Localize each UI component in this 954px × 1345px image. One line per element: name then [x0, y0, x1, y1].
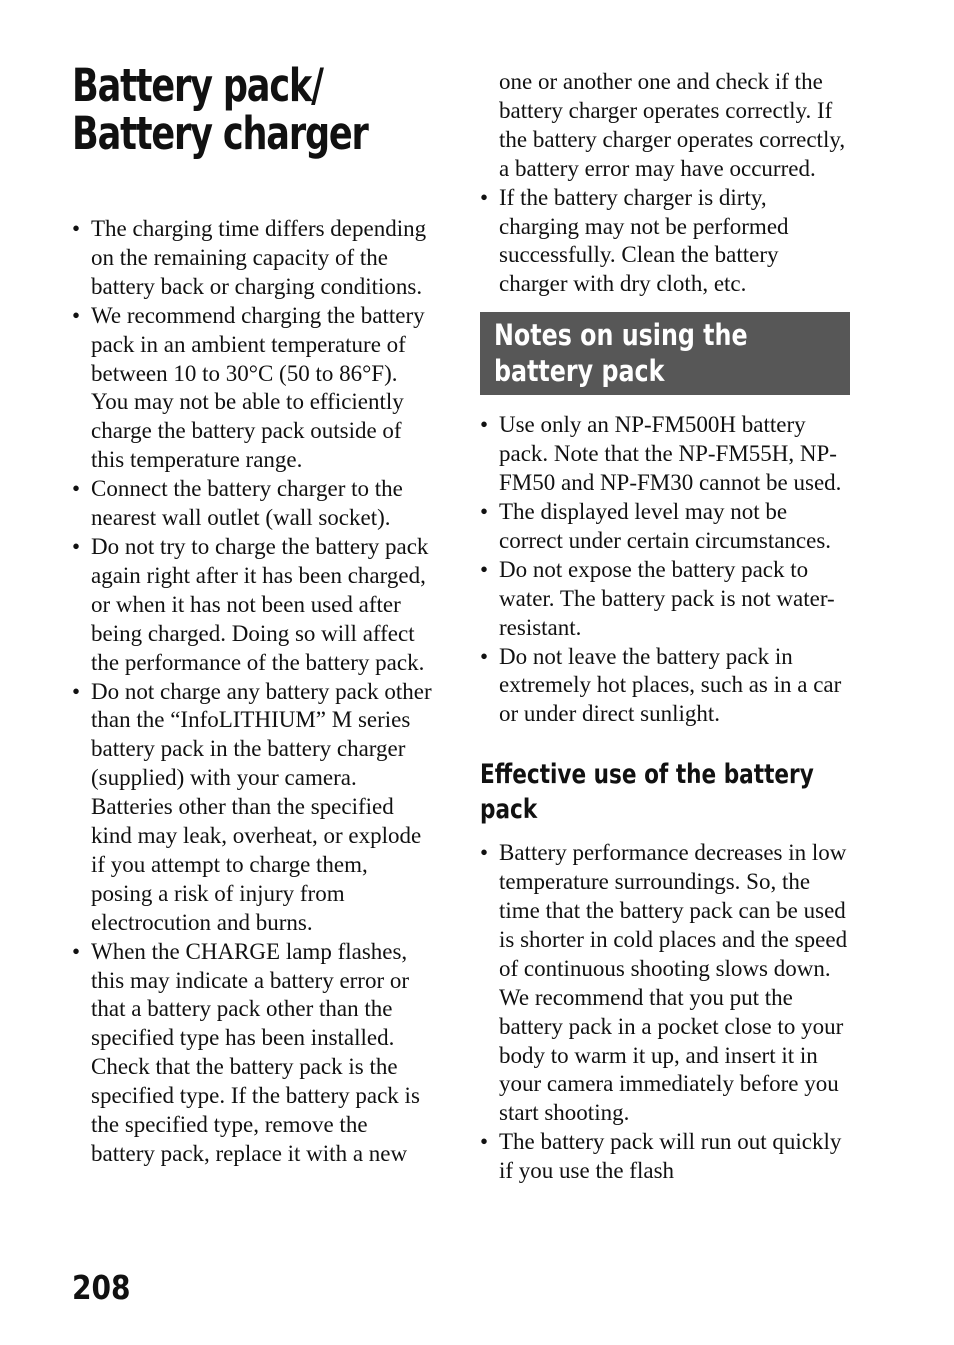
charger-bullet-list	[72, 215, 434, 1169]
page-number: 208	[72, 1268, 131, 1307]
subheading-effective-use	[480, 757, 814, 827]
list-item: • When the CHARGE lamp flashes, this may indicate a battery error or that a battery pack other than the specified type has been installed. Check that the battery pack is the specified type. If the battery pack is the specified type, remove the battery pack, replace it with a new	[72, 938, 434, 1169]
page-title	[72, 59, 384, 160]
list-item: • Battery performance decreases in low temperature surroundings. So, the time that the battery pack can be used is shorter in cold places and the speed of continuous shooting slows down. We recommend that you put the battery pack in a pocket close to your body to warm it up, and insert it in your camera immediately before you start shooting.	[480, 839, 850, 1128]
subheading-line-2: pack	[480, 794, 538, 826]
section-heading-notes	[480, 312, 850, 395]
subheading-line-1: Effective use of the battery	[480, 759, 814, 791]
list-item: • Use only an NP-FM500H battery pack. Note that the NP-FM55H, NP-FM50 and NP-FM30 cannot be used.	[480, 411, 850, 498]
list-item: • If the battery charger is dirty, charging may not be performed successfully. Clean the battery charger with dry cloth, etc.	[480, 184, 850, 300]
list-item: • The displayed level may not be correct under certain circumstances.	[480, 498, 850, 556]
list-item: • Do not charge any battery pack other than the “InfoLITHIUM” M series battery pack in the battery charger (supplied) with your camera. Batteries other than the specified kind may leak, overheat, or explode if you attempt to charge them, posing a risk of injury from electrocution and burns.	[72, 678, 434, 938]
notes-bullet-list	[480, 411, 850, 729]
page-title-line-2: Battery charger	[72, 107, 368, 160]
continued-paragraph: one or another one and check if the battery charger operates correctly. If the battery charger operates correctly, a battery error may have occurred.	[499, 69, 846, 181]
list-item: • We recommend charging the battery pack in an ambient temperature of between 10 to 30°C (50 to 86°F). You may not be able to efficiently charge the battery pack outside of this temperature range.	[72, 302, 434, 475]
list-item: • Do not try to charge the battery pack again right after it has been charged, or when it has not been used after being charged. Doing so will affect the performance of the battery pack.	[72, 533, 434, 678]
effective-use-bullet-list	[480, 839, 850, 1186]
left-column	[72, 215, 434, 1169]
section-heading-line-2: battery pack	[494, 354, 665, 389]
list-item: • The battery pack will run out quickly if you use the flash	[480, 1128, 850, 1186]
list-item: • Do not expose the battery pack to water. The battery pack is not water-resistant.	[480, 556, 850, 643]
page-title-line-1: Battery pack/	[72, 59, 323, 112]
right-column	[480, 68, 850, 1186]
list-item: • Connect the battery charger to the nearest wall outlet (wall socket).	[72, 475, 434, 533]
charger-bullet-list-continued	[480, 184, 850, 300]
list-item: • Do not leave the battery pack in extremely hot places, such as in a car or under direct sunlight.	[480, 643, 850, 730]
section-heading-line-1: Notes on using the	[494, 318, 748, 353]
list-item: • The charging time differs depending on the remaining capacity of the battery back or charging conditions.	[72, 215, 434, 302]
